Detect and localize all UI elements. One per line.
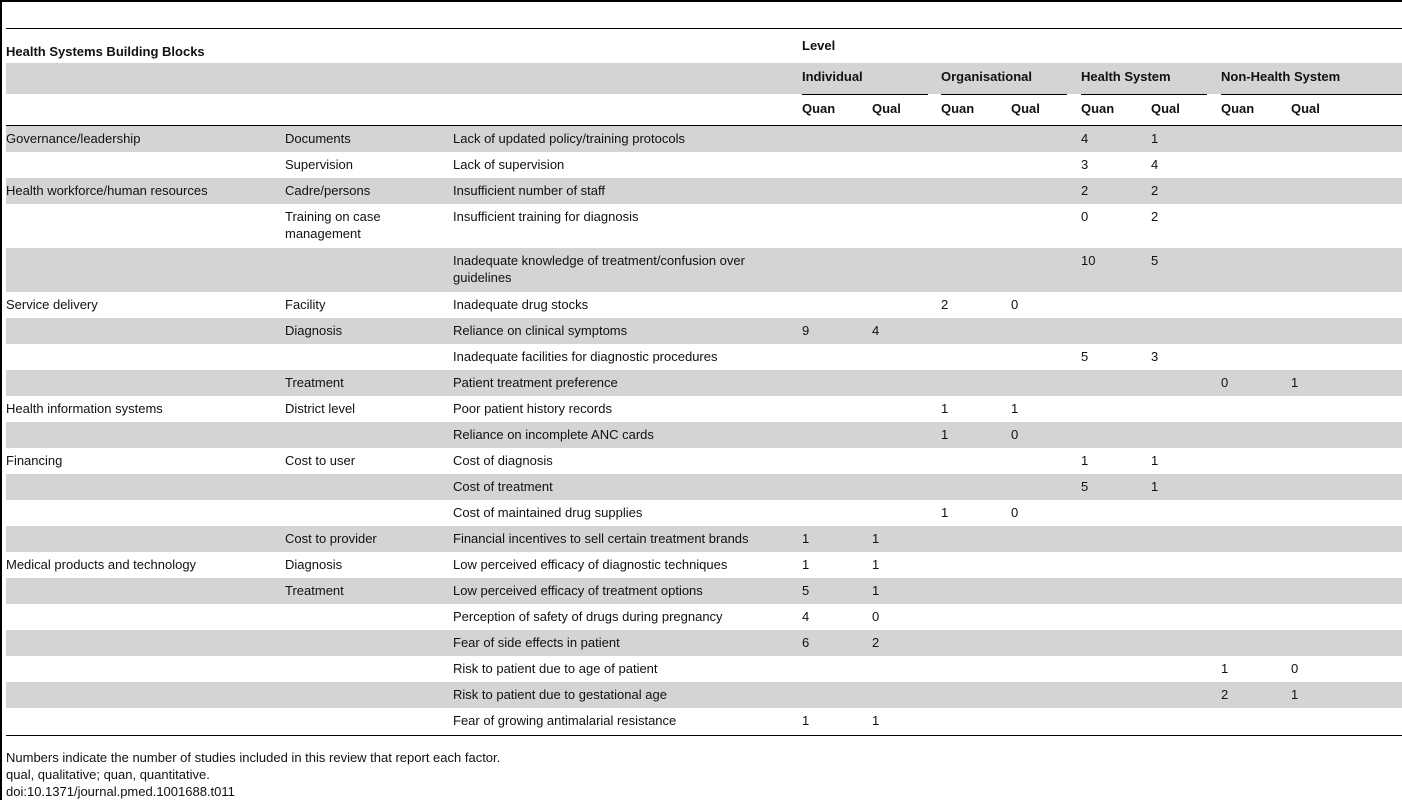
- footnote-1: Numbers indicate the number of studies included in this review that report each factor.: [6, 750, 501, 765]
- footnote-abbreviations: qual, qualitative; quan, quantitative.: [6, 767, 210, 782]
- header-health-system-qual: Qual: [1151, 101, 1180, 116]
- header-individual-qual: Qual: [872, 101, 901, 116]
- cell-component: Treatment: [285, 375, 344, 390]
- cell-value: 2: [1151, 209, 1159, 224]
- cell-building-block: Financing: [6, 453, 63, 468]
- cell-factor: Inadequate drug stocks: [453, 297, 589, 312]
- cell-factor: Poor patient history records: [453, 401, 612, 416]
- cell-value: 4: [1151, 157, 1159, 172]
- cell-value: 1: [1151, 453, 1159, 468]
- header-non-health-system-qual: Qual: [1291, 101, 1320, 116]
- cell-factor: Cost of maintained drug supplies: [453, 505, 643, 520]
- header-individual-quan: Quan: [802, 101, 836, 116]
- cell-factor: Risk to patient due to age of patient: [453, 661, 658, 676]
- cell-value: 0: [1081, 209, 1089, 224]
- cell-factor: Insufficient number of staff: [453, 183, 605, 198]
- cell-component: Supervision: [285, 157, 353, 172]
- cell-value: 0: [1291, 661, 1299, 676]
- cell-factor: Lack of updated policy/training protocols: [453, 131, 685, 146]
- top-border: [0, 0, 1402, 2]
- cell-component: District level: [285, 401, 356, 416]
- cell-factor: Risk to patient due to gestational age: [453, 687, 667, 702]
- cell-factor: Reliance on clinical symptoms: [453, 323, 628, 338]
- group-rule-individual: [802, 94, 928, 95]
- footnote-doi: doi:10.1371/journal.pmed.1001688.t011: [6, 784, 235, 799]
- cell-value: 0: [1011, 297, 1019, 312]
- cell-value: 5: [802, 583, 810, 598]
- cell-component: Cost to provider: [285, 531, 377, 546]
- cell-value: 1: [802, 531, 810, 546]
- cell-value: 1: [1221, 661, 1229, 676]
- header-group-health-system: Health System: [1081, 69, 1171, 84]
- cell-factor: Fear of side effects in patient: [453, 635, 620, 650]
- cell-component: Training on case management: [285, 209, 381, 241]
- left-border: [0, 0, 2, 800]
- header-organisational-qual: Qual: [1011, 101, 1040, 116]
- cell-value: 4: [1081, 131, 1089, 146]
- cell-value: 1: [941, 401, 949, 416]
- table-bottom-rule: [6, 735, 1402, 736]
- cell-value: 1: [802, 557, 810, 572]
- cell-factor: Cost of diagnosis: [453, 453, 553, 468]
- cell-factor: Low perceived efficacy of diagnostic techniques: [453, 557, 728, 572]
- cell-value: 1: [941, 427, 949, 442]
- header-organisational-quan: Quan: [941, 101, 975, 116]
- cell-value: 1: [1151, 479, 1159, 494]
- cell-building-block: Service delivery: [6, 297, 98, 312]
- cell-value: 2: [1081, 183, 1089, 198]
- cell-component: Documents: [285, 131, 351, 146]
- header-health-system-quan: Quan: [1081, 101, 1115, 116]
- cell-value: 4: [872, 323, 880, 338]
- cell-factor: Patient treatment preference: [453, 375, 618, 390]
- cell-factor: Perception of safety of drugs during pregnancy: [453, 609, 723, 624]
- cell-factor: Insufficient training for diagnosis: [453, 209, 639, 224]
- cell-factor: Lack of supervision: [453, 157, 565, 172]
- cell-factor: Inadequate knowledge of treatment/confusion over guidelines: [453, 253, 745, 285]
- cell-value: 0: [1011, 505, 1019, 520]
- cell-value: 9: [802, 323, 810, 338]
- cell-value: 0: [1011, 427, 1019, 442]
- cell-component: Diagnosis: [285, 323, 343, 338]
- cell-component: Treatment: [285, 583, 344, 598]
- cell-value: 1: [1081, 453, 1089, 468]
- cell-component: Cost to user: [285, 453, 356, 468]
- cell-factor: Financial incentives to sell certain treatment brands: [453, 531, 749, 546]
- cell-factor: Reliance on incomplete ANC cards: [453, 427, 654, 442]
- header-top-rule: [6, 28, 1402, 29]
- group-rule-organisational: [941, 94, 1067, 95]
- header-non-health-system-quan: Quan: [1221, 101, 1255, 116]
- cell-value: 5: [1081, 479, 1089, 494]
- cell-value: 1: [872, 557, 880, 572]
- cell-component: Facility: [285, 297, 326, 312]
- cell-value: 5: [1151, 253, 1159, 268]
- cell-value: 5: [1081, 349, 1089, 364]
- header-shade: [6, 63, 1402, 94]
- cell-component: Cadre/persons: [285, 183, 371, 198]
- header-group-non-health-system: Non-Health System: [1221, 69, 1341, 84]
- cell-value: 0: [1221, 375, 1229, 390]
- cell-factor: Low perceived efficacy of treatment options: [453, 583, 703, 598]
- cell-value: 1: [1151, 131, 1159, 146]
- cell-value: 1: [872, 583, 880, 598]
- cell-value: 1: [1291, 375, 1299, 390]
- cell-value: 1: [872, 531, 880, 546]
- cell-factor: Inadequate facilities for diagnostic procedures: [453, 349, 718, 364]
- cell-value: 10: [1081, 253, 1096, 268]
- header-level: Level: [802, 38, 836, 53]
- cell-value: 3: [1081, 157, 1089, 172]
- cell-component: Diagnosis: [285, 557, 343, 572]
- cell-value: 1: [1291, 687, 1299, 702]
- cell-building-block: Medical products and technology: [6, 557, 197, 572]
- cell-value: 3: [1151, 349, 1159, 364]
- cell-building-block: Health workforce/human resources: [6, 183, 208, 198]
- group-rule-health-system: [1081, 94, 1207, 95]
- cell-value: 1: [802, 713, 810, 728]
- cell-value: 2: [872, 635, 880, 650]
- header-building-blocks: Health Systems Building Blocks: [6, 44, 205, 59]
- cell-value: 1: [941, 505, 949, 520]
- cell-building-block: Governance/leadership: [6, 131, 141, 146]
- cell-value: 2: [1221, 687, 1229, 702]
- cell-factor: Fear of growing antimalarial resistance: [453, 713, 677, 728]
- group-rule-non-health-system: [1221, 94, 1402, 95]
- cell-factor: Cost of treatment: [453, 479, 553, 494]
- cell-value: 1: [1011, 401, 1019, 416]
- cell-value: 6: [802, 635, 810, 650]
- cell-building-block: Health information systems: [6, 401, 163, 416]
- cell-value: 2: [941, 297, 949, 312]
- cell-value: 0: [872, 609, 880, 624]
- cell-value: 4: [802, 609, 810, 624]
- header-group-individual: Individual: [802, 69, 863, 84]
- header-group-organisational: Organisational: [941, 69, 1033, 84]
- cell-value: 1: [872, 713, 880, 728]
- cell-value: 2: [1151, 183, 1159, 198]
